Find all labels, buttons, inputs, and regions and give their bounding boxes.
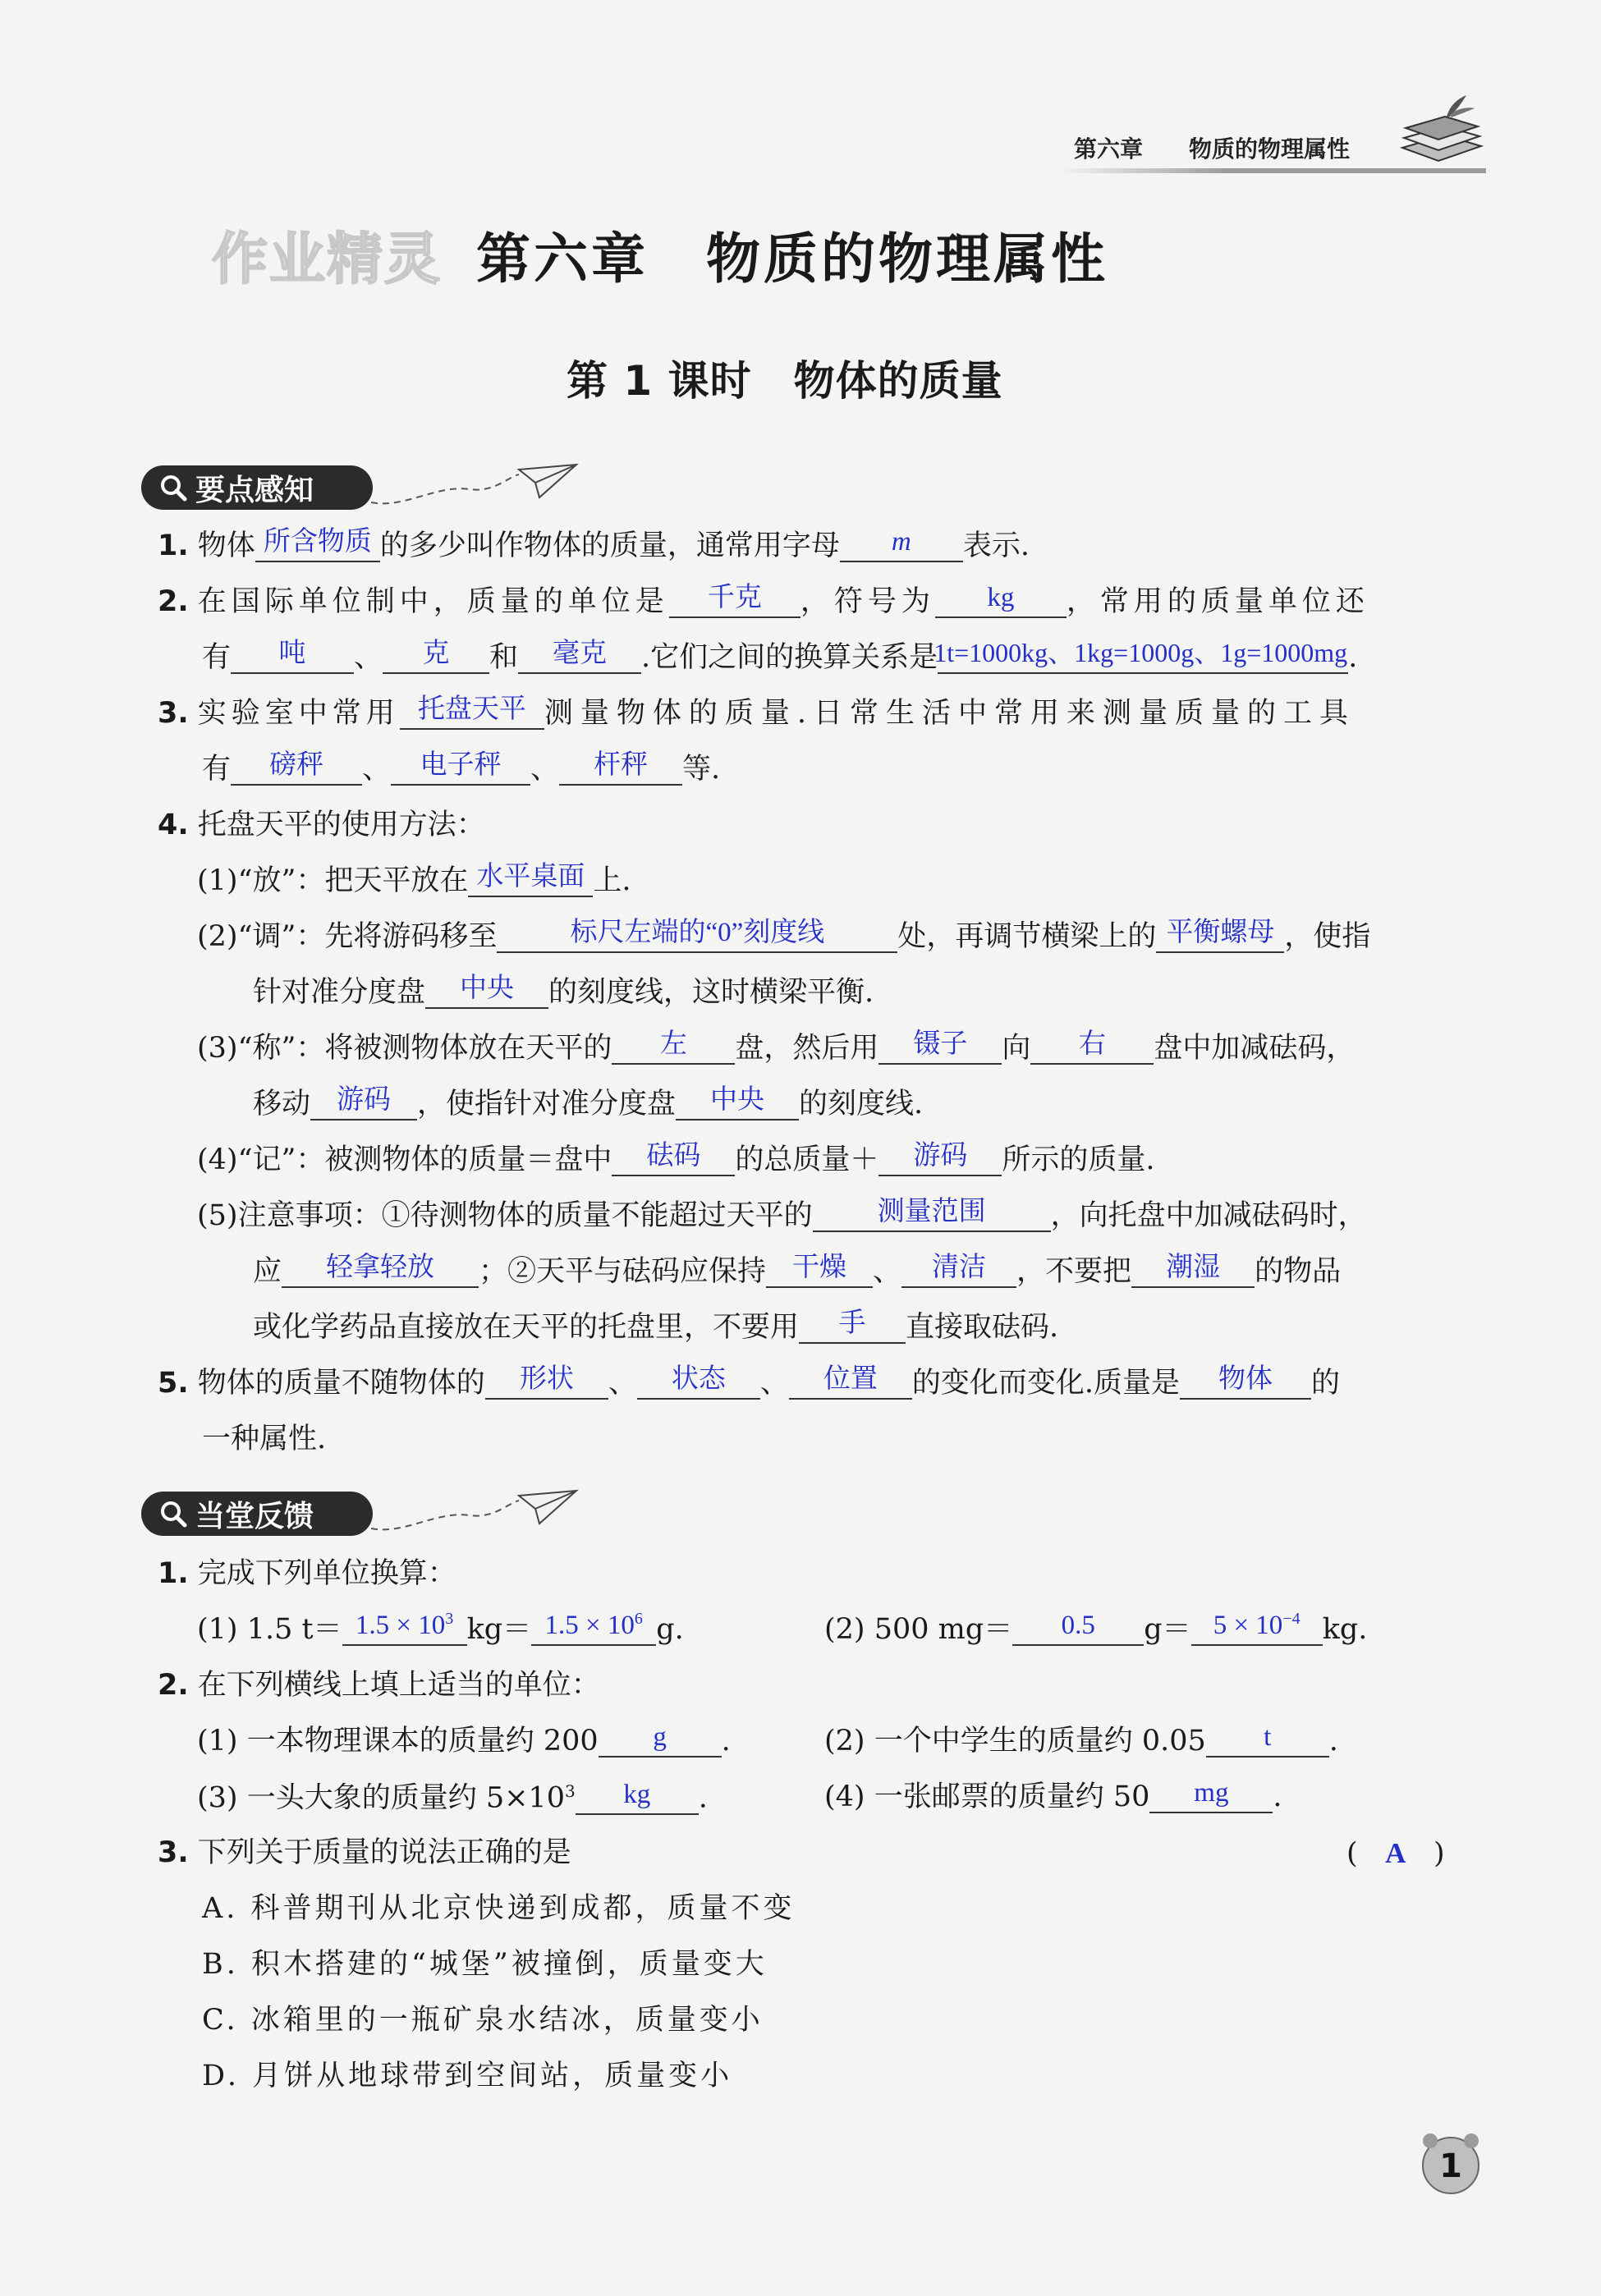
answer-text: 吨: [278, 639, 306, 668]
question-text: g＝: [1144, 1613, 1191, 1646]
answer-text: mg: [1194, 1778, 1229, 1808]
question-text: ，向托盘中加减砝码时，: [1050, 1199, 1367, 1232]
question-text: kg.: [1322, 1613, 1368, 1646]
answer-choice: A: [1385, 1837, 1406, 1869]
answer-blank: [901, 1253, 1016, 1288]
kp-q4-s5-line2: [253, 1253, 1342, 1288]
answer-blank: [1149, 1778, 1273, 1813]
kp-q4-s4: [197, 1141, 1155, 1176]
answer-text: kg: [623, 1779, 651, 1809]
answer-blank: [599, 1722, 722, 1758]
answer-text: 杆秤: [594, 750, 649, 780]
fb-q2-p4: [824, 1778, 1282, 1813]
fb-q2-p2: [824, 1722, 1338, 1758]
answer-text: 千克: [707, 583, 762, 612]
header-chapter-name: 物质的物理属性: [1189, 135, 1351, 163]
answer-blank: [468, 862, 593, 897]
answer-blank: [1131, 1253, 1255, 1288]
answer-text: 位置: [823, 1364, 878, 1394]
question-text: 所示的质量.: [1002, 1143, 1155, 1176]
answer-blank: [342, 1610, 467, 1646]
question-text: (5)注意事项：①待测物体的质量不能超过天平的: [197, 1199, 813, 1232]
answer-text: 左: [659, 1029, 687, 1059]
answer-text: 镊子: [913, 1029, 968, 1059]
answer-text: 轻拿轻放: [326, 1253, 435, 1282]
fb-q1-p2: [824, 1610, 1368, 1646]
option-c: C. 冰箱里的一瓶矿泉水结冰，质量变小: [202, 2004, 764, 2037]
option-b: B. 积木搭建的“城堡”被撞倒，质量变大: [202, 1948, 768, 1981]
header-chapter-label: 第六章: [1074, 135, 1144, 163]
answer-blank: [935, 583, 1067, 618]
magnifier-icon: [159, 474, 187, 502]
fb-q2-title: [158, 1671, 600, 1700]
answer-blank: [391, 750, 530, 786]
question-text: .: [698, 1781, 708, 1815]
book-stack-icon: [1396, 90, 1486, 168]
answer-text: 0.5: [1061, 1611, 1095, 1640]
question-text: 和: [489, 641, 519, 674]
section-title-feedback: 当堂反馈: [195, 1499, 314, 1533]
answer-blank: [878, 1029, 1002, 1065]
question-number: 2.: [158, 1669, 189, 1702]
question-text: (1)“放”：把天平放在: [197, 864, 469, 897]
question-text: .: [1273, 1780, 1282, 1813]
answer-blank: [934, 638, 1348, 674]
kp-q5-line1: [158, 1364, 1340, 1400]
question-number: 1.: [158, 529, 189, 562]
question-text: 的总质量＋: [735, 1143, 879, 1176]
answer-text: 中央: [710, 1085, 765, 1115]
answer-blank: [1156, 918, 1284, 953]
question-number: 1.: [158, 1557, 189, 1590]
kp-q3-line1: [158, 694, 1356, 730]
kp-q2-line1: [158, 583, 1369, 618]
answer-text: 中央: [460, 974, 515, 1003]
question-text: 完成下列单位换算：: [197, 1557, 456, 1590]
answer-blank: [1191, 1610, 1323, 1646]
question-text: 、: [873, 1255, 902, 1288]
question-text: 应: [253, 1255, 282, 1288]
answer-blank: [789, 1364, 912, 1400]
chapter-title: 第六章 物质的物理属性: [476, 227, 1108, 291]
question-text: .: [1348, 641, 1358, 674]
option-a: A. 科普期刊从北京快递到成都，质量不变: [202, 1892, 796, 1925]
kp-q4-s2-line2: [253, 974, 874, 1009]
question-text: ，使指: [1284, 920, 1371, 953]
answer-blank: [559, 750, 682, 786]
fb-q2-p1: [197, 1722, 731, 1758]
question-text: 、: [759, 1367, 789, 1400]
question-text: .: [721, 1725, 731, 1758]
fb-q1-p1: [197, 1610, 684, 1646]
answer-text: 托盘天平: [417, 694, 526, 724]
answer-text: 手: [838, 1308, 866, 1338]
answer-blank: [669, 583, 800, 618]
kp-q4-s5-line1: [197, 1197, 1367, 1232]
kp-q5-line2: [202, 1425, 326, 1454]
answer-blank: [310, 1085, 417, 1121]
question-text: 物体的质量不随物体的: [197, 1367, 485, 1400]
paper-plane-icon: [371, 1486, 585, 1543]
answer-text: 形状: [519, 1364, 574, 1394]
answer-blank: [231, 639, 354, 674]
question-text: 的物品: [1255, 1255, 1342, 1288]
answer-blank: [1012, 1611, 1144, 1646]
kp-q2-line2: [202, 638, 1358, 674]
bracket-left: (: [1346, 1837, 1358, 1870]
kp-q4-s1: [197, 862, 631, 897]
answer-text: 水平桌面: [476, 862, 585, 891]
answer-text: 右: [1078, 1029, 1106, 1059]
question-text: .它们之间的换算关系是: [641, 641, 938, 674]
answer-text: 电子秤: [420, 750, 502, 780]
answer-text: 毫克: [553, 639, 608, 668]
kp-q4-s5-line3: [253, 1308, 1059, 1344]
answer-bracket: [1346, 1837, 1445, 1870]
question-text: 或化学药品直接放在天平的托盘里，不要用: [253, 1311, 800, 1344]
kp-q4-s2-line1: [197, 918, 1371, 953]
answer-blank: [813, 1197, 1051, 1232]
kp-q1: [158, 527, 1030, 562]
answer-blank: [282, 1253, 479, 1288]
answer-text: 游码: [913, 1141, 968, 1171]
answer-text: 潮湿: [1166, 1253, 1221, 1282]
question-text: 的刻度线，这时横梁平衡.: [548, 976, 874, 1009]
section-badge-feedback: [141, 1492, 373, 1536]
question-text: 的: [1310, 1367, 1340, 1400]
answer-blank: [799, 1308, 906, 1344]
answer-blank: [400, 694, 544, 730]
question-text: ；②天平与砝码应保持: [479, 1255, 767, 1288]
paper-plane-icon: [371, 460, 585, 517]
fb-q3-title: [158, 1836, 571, 1869]
answer-text: 物体: [1218, 1364, 1273, 1394]
answer-blank: [576, 1779, 699, 1815]
page-number-badge: [1414, 2126, 1488, 2200]
question-text: 有: [202, 753, 232, 786]
section-title-key-points: 要点感知: [195, 473, 314, 507]
option-d: D. 月饼从地球带到空间站，质量变小: [202, 2060, 733, 2092]
answer-text: 5 × 10: [1213, 1611, 1283, 1640]
question-text: 直接取砝码.: [906, 1311, 1059, 1344]
answer-blank: [1206, 1722, 1329, 1758]
question-exponent: 3: [564, 1781, 576, 1801]
question-text: .: [1328, 1725, 1338, 1758]
question-text: 实验室中常用: [197, 697, 400, 730]
answer-text: 所含物质: [263, 527, 372, 557]
question-text: (1) 1.5 t＝: [197, 1613, 342, 1646]
question-text: 在国际单位制中，质量的单位是: [197, 585, 669, 618]
question-text: ，常用的质量单位还: [1066, 585, 1369, 618]
answer-text: m: [891, 527, 911, 557]
question-text: 向: [1002, 1032, 1031, 1065]
answer-blank: [612, 1141, 735, 1176]
question-text: (3) 一头大象的质量约 5×10: [197, 1781, 565, 1815]
kp-q4-s3-line2: [253, 1085, 924, 1121]
question-text: (2) 500 mg＝: [824, 1613, 1013, 1646]
question-text: 移动: [253, 1088, 311, 1121]
question-text: 等.: [682, 753, 721, 786]
question-text: kg＝: [466, 1613, 532, 1646]
question-text: 下列关于质量的说法正确的是: [197, 1836, 571, 1869]
question-text: (3)“称”：将被测物体放在天平的: [197, 1032, 612, 1065]
answer-text: 测量范围: [877, 1197, 986, 1226]
question-number: 5.: [158, 1367, 189, 1400]
question-text: 的刻度线.: [799, 1088, 924, 1121]
answer-text: 砝码: [646, 1141, 701, 1171]
question-number: 3.: [158, 1836, 189, 1869]
fb-q1-title: [158, 1557, 456, 1590]
question-text: 表示.: [962, 529, 1030, 562]
answer-blank: [766, 1253, 873, 1288]
answer-text: 标尺左端的“0”刻度线: [570, 918, 825, 947]
answer-exponent: 3: [445, 1610, 454, 1628]
question-number: 3.: [158, 697, 189, 730]
header-rule: [1059, 168, 1486, 173]
answer-blank: [1030, 1029, 1154, 1065]
question-text: (2) 一个中学生的质量约 0.05: [824, 1725, 1206, 1758]
answer-text: 1t=1000kg、1kg=1000g、1g=1000mg: [934, 638, 1348, 667]
question-text: 、: [608, 1367, 637, 1400]
question-text: 有: [202, 641, 232, 674]
answer-text: 清洁: [932, 1253, 987, 1282]
answer-blank: [637, 1364, 760, 1400]
watermark-logo: 作业精灵: [212, 227, 443, 292]
question-text: ，符号为: [800, 585, 935, 618]
question-text: 一种属性.: [202, 1423, 327, 1455]
question-text: 针对准分度盘: [253, 976, 426, 1009]
bracket-right: ): [1433, 1837, 1445, 1870]
question-number: 4.: [158, 809, 189, 841]
question-text: ，不要把: [1016, 1255, 1132, 1288]
question-text: 、: [354, 641, 383, 674]
answer-blank: [518, 639, 641, 674]
fb-q2-p3: [197, 1779, 708, 1815]
kp-q3-line2: [202, 750, 721, 786]
answer-blank: [531, 1610, 656, 1646]
question-text: (2)“调”：先将游码移至: [197, 920, 498, 953]
question-text: 、: [530, 753, 560, 786]
answer-blank: [485, 1364, 608, 1400]
question-text: 在下列横线上填上适当的单位：: [197, 1669, 600, 1702]
answer-text: g: [653, 1722, 667, 1752]
question-text: 、: [362, 753, 392, 786]
kp-q4-s3-line1: [197, 1029, 1356, 1065]
answer-blank: [383, 639, 489, 674]
answer-text: kg: [987, 583, 1015, 612]
answer-text: 磅秤: [269, 750, 324, 780]
answer-blank: [255, 527, 380, 562]
question-text: 处，再调节横梁上的: [897, 920, 1157, 953]
question-text: (1) 一本物理课本的质量约 200: [197, 1725, 599, 1758]
answer-blank: [231, 750, 362, 786]
question-text: (4)“记”：被测物体的质量＝盘中: [197, 1143, 612, 1176]
question-text: 测量物体的质量.日常生活中常用来测量质量的工具: [544, 697, 1356, 730]
lesson-title: 第 1 课时 物体的质量: [567, 357, 1003, 405]
answer-text: 平衡螺母: [1166, 918, 1275, 947]
answer-blank: [878, 1141, 1002, 1176]
question-text: 物体: [197, 529, 255, 562]
question-text: ，使指针对准分度盘: [417, 1088, 677, 1121]
answer-text: 游码: [337, 1085, 392, 1115]
answer-text: 1.5 × 10: [544, 1611, 635, 1640]
answer-text: 克: [422, 639, 450, 668]
question-text: 托盘天平的使用方法：: [197, 809, 485, 841]
question-text: (4) 一张邮票的质量约 50: [824, 1780, 1150, 1813]
answer-text: 1.5 × 10: [355, 1611, 446, 1640]
answer-text: t: [1264, 1722, 1272, 1752]
answer-blank: [676, 1085, 799, 1121]
answer-blank: [840, 527, 963, 562]
answer-blank: [1180, 1364, 1311, 1400]
kp-q4-title: [158, 811, 485, 840]
question-number: 2.: [158, 585, 189, 618]
question-text: 的多少叫作物体的质量，通常用字母: [379, 529, 840, 562]
question-text: 盘中加减砝码，: [1154, 1032, 1356, 1065]
answer-blank: [612, 1029, 735, 1065]
question-text: g.: [656, 1613, 684, 1646]
page-number: 1: [1439, 2147, 1462, 2185]
answer-text: 状态: [671, 1364, 726, 1394]
question-text: 的变化而变化.质量是: [911, 1367, 1180, 1400]
answer-exponent: −4: [1282, 1610, 1301, 1628]
magnifier-icon: [159, 1500, 187, 1528]
answer-blank: [425, 974, 548, 1009]
answer-exponent: 6: [634, 1610, 643, 1628]
answer-blank: [497, 918, 897, 953]
question-text: 盘，然后用: [735, 1032, 879, 1065]
answer-text: 干燥: [792, 1253, 847, 1282]
section-badge-key-points: [141, 465, 373, 510]
question-text: 上.: [593, 864, 631, 897]
